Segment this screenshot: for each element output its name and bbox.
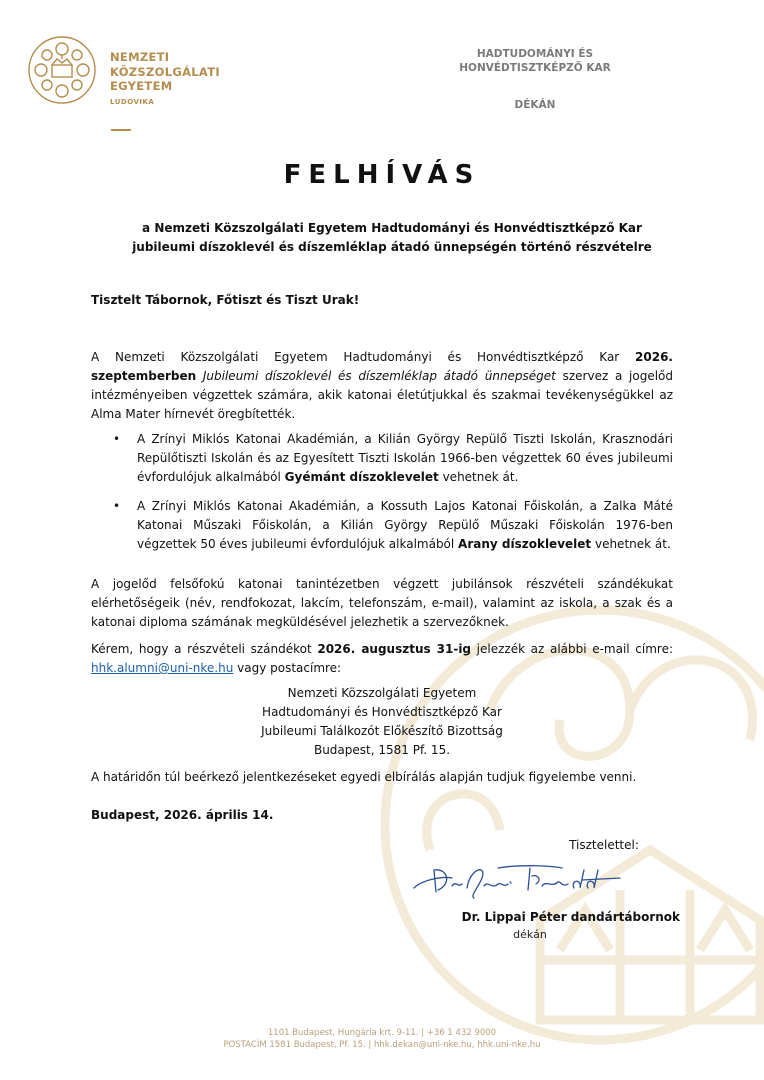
text-span: vehetnek át. — [591, 537, 671, 551]
event-name: Jubileumi díszoklevél és díszemléklap átadó ünnepséget — [196, 369, 556, 383]
intro-paragraph — [91, 348, 673, 424]
text-span: Kérem, hogy a részvételi szándékot — [91, 642, 318, 656]
text-span: A Zrínyi Miklós Katonai Akadémián, a Kossuth Lajos Katonai Főiskolán, a Zalka Máté Katonai Műszaki Főiskolán, a Kilián György Repülő Műszaki Főiskolán 1976-ben végzettek 50 éves jubileumi évfordulójuk alkalmából — [137, 499, 673, 551]
closing — [380, 838, 714, 852]
text-span: szervez a jogelőd intézményeiben végzettek számára, akik katonai életútjukkal és szakmai tevékenységükkel az Alma Mater hírnevét öregbítették. — [91, 369, 673, 421]
faculty-line: HADTUDOMÁNYI ÉS — [476, 48, 594, 60]
eligibility-list — [91, 430, 673, 564]
deadline-paragraph — [91, 640, 673, 678]
university-subname: LUDOVIKA — [110, 97, 155, 106]
logo-divider — [111, 129, 131, 131]
text-span: A Zrínyi Miklós Katonai Akadémián, a Kilián György Repülő Tiszti Iskolán, Krasznodári Repülőtiszti Iskolán és az Egyesített Tiszti Iskolán 1966-ben végzettek 60 éves jubileumi évfordulójuk alkalmából — [137, 432, 673, 484]
document-title: FELHÍVÁS — [283, 160, 481, 190]
footer — [0, 1027, 764, 1051]
university-name-line: NEMZETI — [110, 50, 170, 64]
address-line: Hadtudományi és Honvédtisztképző Kar — [262, 705, 502, 719]
salutation: Tisztelt Tábornok, Főtiszt és Tiszt Urak! — [91, 293, 360, 307]
list-item — [91, 497, 673, 554]
bullet-icon: • — [113, 499, 121, 513]
event-date: 2026. szeptemberben — [91, 350, 673, 383]
deadline-date: 2026. augusztus 31-ig — [317, 642, 472, 656]
subtitle-line: a Nemzeti Közszolgálati Egyetem Hadtudományi és Honvédtisztképző Kar — [142, 221, 642, 235]
address-line: Jubileumi Találkozót Előkészítő Bizottság — [261, 724, 503, 738]
closing-text: Tisztelettel: — [569, 838, 639, 852]
subtitle-line: jubileumi díszoklevél és díszemléklap átadó ünnepségén történő részvételre — [132, 240, 652, 254]
university-name-line: EGYETEM — [110, 79, 173, 93]
signature-icon — [412, 858, 622, 900]
footer-postal-contact: POSTACÍM 1581 Budapest, Pf. 15. | hhk.dekan@uni-nke.hu, hhk.uni-nke.hu — [223, 1040, 541, 1050]
date-line: Budapest, 2026. április 14. — [91, 808, 274, 822]
email-link[interactable]: hhk.alumni@uni-nke.hu — [91, 661, 234, 675]
university-name-line: KÖZSZOLGÁLATI — [110, 64, 220, 79]
award-name: Gyémánt díszoklevelet — [284, 470, 439, 484]
bullet-icon: • — [113, 432, 121, 446]
text-span: jelezzék az alábbi e-mail címre: — [471, 642, 673, 656]
faculty-name — [420, 47, 650, 75]
university-logo-icon — [27, 35, 97, 105]
faculty-line: HONVÉDTISZTKÉPZŐ KAR — [459, 62, 611, 74]
signer-title: dékán — [513, 928, 547, 941]
office-label: DÉKÁN — [514, 99, 556, 111]
postal-address — [91, 684, 673, 760]
registration-paragraph: A jogelőd felsőfokú katonai tanintézetben végzett jubilánsok részvételi szándékukat elérhetőségeik (név, rendfokozat, lakcím, telefonszám, e-mail), valamint az iskola, a szak és a katonai diploma számának megküldésével jelezhetik a szervezőknek. — [91, 577, 673, 629]
award-name: Arany díszoklevelet — [458, 537, 592, 551]
address-line: Nemzeti Közszolgálati Egyetem — [287, 686, 477, 700]
address-line: Budapest, 1581 Pf. 15. — [313, 743, 451, 757]
late-submission-note: A határidőn túl beérkező jelentkezéseket egyedi elbírálás alapján tudjuk figyelembe venni. — [91, 770, 637, 784]
text-span: vagy postacímre: — [233, 661, 342, 675]
text-span: vehetnek át. — [438, 470, 519, 484]
footer-address: 1101 Budapest, Hungária krt. 9-11. | +36 1 432 9000 — [267, 1028, 497, 1038]
university-name — [110, 50, 220, 108]
text-span: A Nemzeti Közszolgálati Egyetem Hadtudományi és Honvédtisztképző Kar — [91, 350, 636, 364]
signer-name: Dr. Lippai Péter dandártábornok — [461, 910, 680, 924]
document-subtitle — [90, 219, 694, 257]
list-item — [91, 430, 673, 487]
